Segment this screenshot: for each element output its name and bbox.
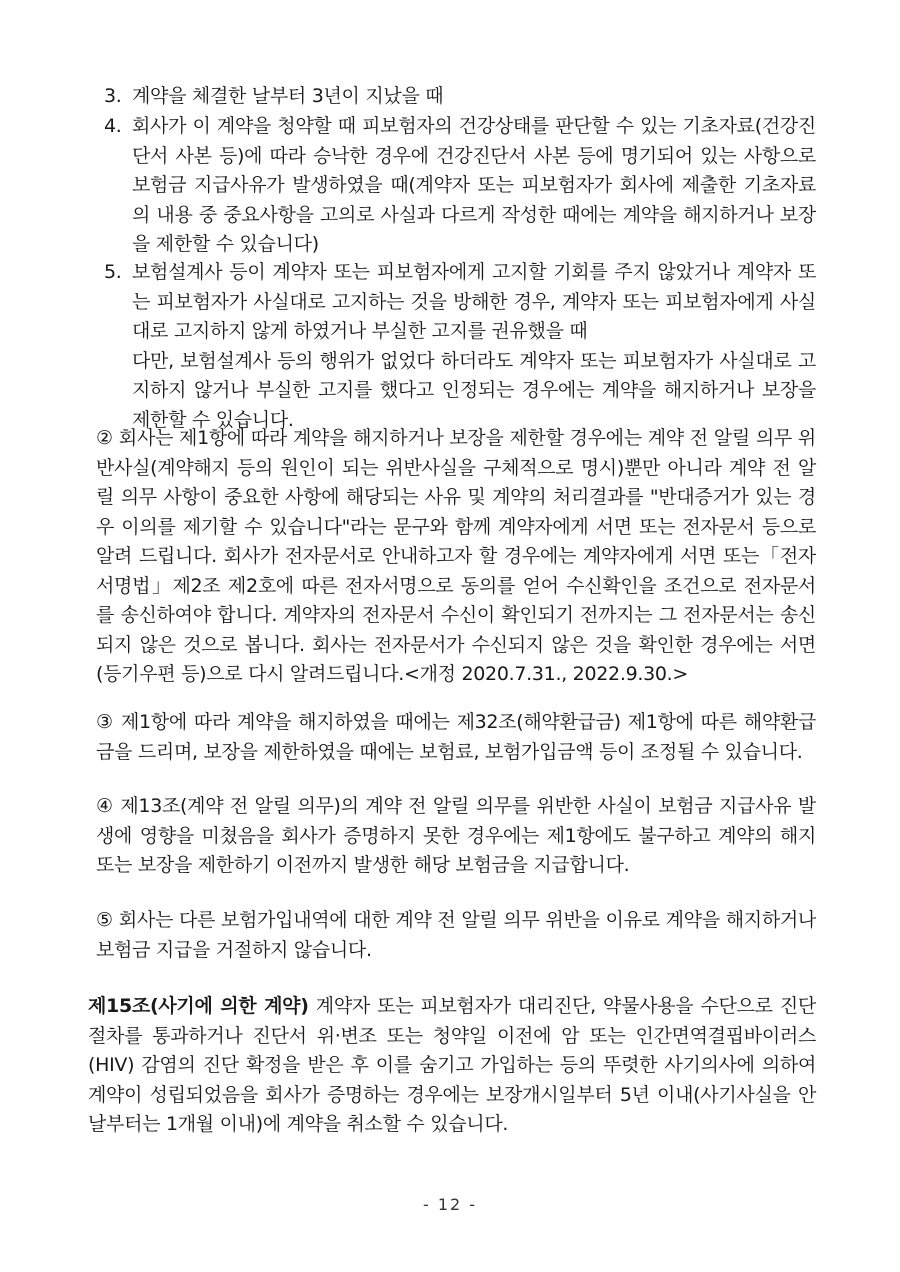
- clause-paragraph-4: ④ 제13조(계약 전 알릴 의무)의 계약 전 알릴 의무를 위반한 사실이 보험금 지급사유 발생에 영향을 미쳤음을 회사가 증명하지 못한 경우에는 제1항에도 불구하고 계약의 해지 또는 보장을 제한하기 이전까지 발생한 해당 보험금을 지급합니다.: [96, 795, 816, 876]
- article-heading: 제15조(사기에 의한 계약): [88, 995, 309, 1017]
- page-number: - 12 -: [422, 1195, 478, 1214]
- list-number: 5.: [104, 261, 122, 283]
- list-item-note: 다만, 보험설계사 등의 행위가 없었다 하더라도 계약자 또는 피보험자가 사실대로 고지하지 않거나 부실한 고지를 했다고 인정되는 경우에는 계약을 해지하거나 보장을 제한할 수 있습니다.: [132, 349, 816, 431]
- article-15: [88, 992, 816, 1140]
- clause-paragraph-3: ③ 제1항에 따라 계약을 해지하였을 때에는 제32조(해약환급금) 제1항에 따른 해약환급금을 드리며, 보장을 제한하였을 때에는 보험료, 보험가입금액 등이 조정될 수 있습니다.: [96, 711, 816, 763]
- clause-paragraph-2: ② 회사는 제1항에 따라 계약을 해지하거나 보장을 제한할 경우에는 계약 전 알릴 의무 위반사실(계약해지 등의 원인이 되는 위반사실을 구체적으로 명시)뿐만 아니라 계약 전 알릴 의무 사항이 중요한 사항에 해당되는 사유 및 계약의 처리결과를 "반대증거가 있는 경우 이의를 제기할 수 있습니다"라는 문구와 함께 계약자에게 서면 또는 전자문서 등으로 알려 드립니다. 회사가 전자문서로 안내하고자 할 경우에는 계약자에게 서면 또는「전자서명법」제2조 제2호에 따른 전자서명으로 동의를 얻어 수신확인을 조건으로 전자문서를 송신하여야 합니다. 계약자의 전자문서 수신이 확인되기 전까지는 그 전자문서는 송신되지 않은 것으로 봅니다. 회사는 전자문서가 수신되지 않은 것을 확인한 경우에는 서면(등기우편 등)으로 다시 알려드립니다.<개정 2020.7.31., 2022.9.30.>: [96, 427, 816, 685]
- list-number: 4.: [104, 115, 122, 137]
- list-item-3: [104, 82, 816, 112]
- article-text: 계약자 또는 피보험자가 대리진단, 약물사용을 수단으로 진단절차를 통과하거나 진단서 위·변조 또는 청약일 이전에 암 또는 인간면역결핍바이러스(HIV) 감염의 진단 확정을 받은 후 이를 숨기고 가입하는 등의 뚜렷한 사기의사에 의하여 계약이 성립되었음을 회사가 증명하는 경우에는 보장개시일부터 5년 이내(사기사실을 안 날부터는 1개월 이내)에 계약을 취소할 수 있습니다.: [88, 995, 816, 1135]
- list-item-4: [104, 112, 816, 260]
- clause-paragraph-5: ⑤ 회사는 다른 보험가입내역에 대한 계약 전 알릴 의무 위반을 이유로 계약을 해지하거나 보험금 지급을 거절하지 않습니다.: [96, 909, 816, 961]
- list-number: 3.: [104, 85, 122, 107]
- list-item-text: 계약을 체결한 날부터 3년이 지났을 때: [132, 85, 444, 107]
- list-item-text: 회사가 이 계약을 청약할 때 피보험자의 건강상태를 판단할 수 있는 기초자료(건강진단서 사본 등)에 따라 승낙한 경우에 건강진단서 사본 등에 명기되어 있는 사항으로 보험금 지급사유가 발생하였을 때(계약자 또는 피보험자가 회사에 제출한 기초자료의 내용 중 중요사항을 고의로 사실과 다르게 작성한 때에는 계약을 해지하거나 보장을 제한할 수 있습니다): [132, 115, 816, 255]
- list-item-text: 보험설계사 등이 계약자 또는 피보험자에게 고지할 기회를 주지 않았거나 계약자 또는 피보험자가 사실대로 고지하는 것을 방해한 경우, 계약자 또는 피보험자에게 사실대로 고지하지 않게 하였거나 부실한 고지를 권유했을 때: [132, 261, 816, 342]
- list-item-5: [104, 258, 816, 435]
